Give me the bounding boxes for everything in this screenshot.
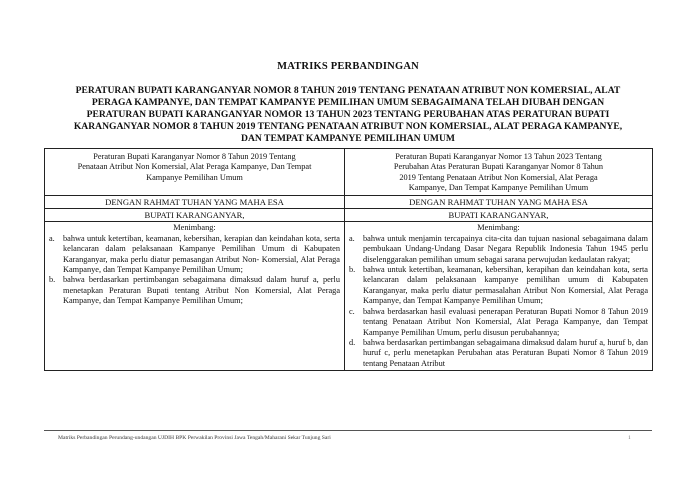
item-marker: a. [49, 233, 55, 243]
subtitle-line: PERATURAN BUPATI KARANGANYAR NOMOR 13 TAHUN 2023 TENTANG PERUBAHAN ATAS PERATURAN BUPATI [86, 109, 610, 120]
right-rahmat: DENGAN RAHMAT TUHAN YANG MAHA ESA [345, 195, 653, 208]
page-number: 1 [628, 435, 631, 441]
list-item [49, 275, 340, 306]
menimbang-row [45, 222, 653, 371]
item-text: bahwa berdasarkan hasil evaluasi penerapan Peraturan Bupati Nomor 8 Tahun 2019 tentang Penataan Atribut Non Komersial, Alat Peraga Kampanye, dan Tempat Kampanye Pemilihan Umum, perlu disusun perubahannya; [363, 306, 648, 337]
subtitle-line: KARANGANYAR NOMOR 8 TAHUN 2019 TENTANG PENATAAN ATRIBUT NON KOMERSIAL, ALAT PERAGA KAMPANYE, [73, 121, 623, 132]
header-line: Penataan Atribut Non Komersial, Alat Peraga Kampanye, Dan Tempat [77, 162, 312, 172]
item-text: bahwa berdasarkan pertimbangan sebagaimana dimaksud dalam huruf a, perlu menetapkan Peraturan Bupati tentang Atribut Non Komersial, Alat Peraga Kampanye, dan Tempat Kampanye Pemilihan Umum; [63, 275, 340, 306]
bupati-row [45, 209, 653, 222]
item-marker: a. [349, 233, 355, 243]
subtitle-line: DAN TEMPAT KAMPANYE PEMILIHAN UMUM [241, 133, 455, 144]
list-item [349, 265, 648, 307]
right-column-header [345, 149, 653, 196]
page-footer: Matriks Perbandingan Perundang-undangan UJDIH BPK Perwakilan Provinsi Jawa Tengah/Maharani Sekar Tunjung Sari [58, 435, 331, 441]
header-line: Kampanye, Dan Tempat Kampanye Pemilihan Umum [408, 183, 589, 193]
header-line: Peraturan Bupati Karanganyar Nomor 13 Tahun 2023 Tentang [395, 152, 602, 161]
menimbang-heading: Menimbang: [477, 223, 520, 233]
document-subtitle [52, 85, 644, 145]
header-line: Kampanye Pemilihan Umum [146, 172, 243, 182]
left-rahmat: DENGAN RAHMAT TUHAN YANG MAHA ESA [45, 195, 345, 208]
left-menimbang-cell [45, 222, 345, 371]
item-marker: b. [49, 275, 56, 285]
right-considerations-list [349, 234, 648, 369]
footer-divider [44, 430, 652, 431]
document-title: MATRIKS PERBANDINGAN [277, 61, 419, 72]
subtitle-line: PERATURAN BUPATI KARANGANYAR NOMOR 8 TAHUN 2019 TENTANG PENATAAN ATRIBUT NON KOMERSIAL, ALAT [75, 85, 621, 96]
item-marker: b. [349, 265, 356, 275]
left-considerations-list [49, 234, 340, 307]
item-text: bahwa untuk ketertiban, keamanan, kebersihan, kerapihan dan keindahan kota, serta kelancaran dalam pelaksanaan kampanye pemilihan umum di Kabupaten Karanganyar, maka perlu diatur permasalahan Atribut Non Komersial, Alat Peraga Kampanye, dan Tempat Kampanye Pemilihan Umum; [363, 265, 648, 306]
subtitle-line: PERAGA KAMPANYE, DAN TEMPAT KAMPANYE PEMILIHAN UMUM SEBAGAIMANA TELAH DIUBAH DENGAN [91, 97, 605, 108]
list-item [49, 234, 340, 276]
header-line: 2019 Tentang Penataan Atribut Non Komersial, Alat Peraga [399, 172, 598, 182]
left-bupati: BUPATI KARANGANYAR, [45, 209, 345, 222]
list-item [349, 307, 648, 338]
item-text: bahwa berdasarkan pertimbangan sebagaimana dimaksud dalam huruf a, huruf b, dan huruf c, perlu menetapkan Perubahan atas Peraturan Bupati Nomor 8 Tahun 2019 tentang Penataan Atribut [363, 337, 648, 368]
comparison-table [44, 148, 653, 371]
list-item [349, 234, 648, 265]
right-menimbang-cell [345, 222, 653, 371]
rahmat-row [45, 195, 653, 208]
item-text: bahwa untuk menjamin tercapainya cita-cita dan tujuan nasional sebagaimana dalam pembukaan Undang-Undang Dasar Negara Republik Indonesia Tahun 1945 perlu diselenggarakan pemilihan umum sebagai sarana perwujudan kedaulatan rakyat; [363, 233, 648, 264]
menimbang-heading: Menimbang: [173, 223, 216, 233]
item-marker: d. [349, 337, 356, 347]
list-item [349, 338, 648, 369]
header-line: Perubahan Atas Peraturan Bupati Karanganyar Nomor 8 Tahun [393, 162, 604, 172]
right-bupati: BUPATI KARANGANYAR, [345, 209, 653, 222]
table-header-row [45, 149, 653, 196]
item-marker: c. [349, 306, 355, 316]
item-text: bahwa untuk ketertiban, keamanan, kebersihan, kerapian dan keindahan kota, serta kelancaran dalam pelaksanaan Kampanye Pemilihan Umum di Kabupaten Karanganyar, maka perlu diatur pemasangan Atribut Non- Komersial, Alat Peraga Kampanye, dan Tempat Kampanye Pemilihan Umum; [63, 233, 340, 275]
header-line: Peraturan Bupati Karanganyar Nomor 8 Tahun 2019 Tentang [93, 152, 296, 161]
left-column-header [45, 149, 345, 196]
